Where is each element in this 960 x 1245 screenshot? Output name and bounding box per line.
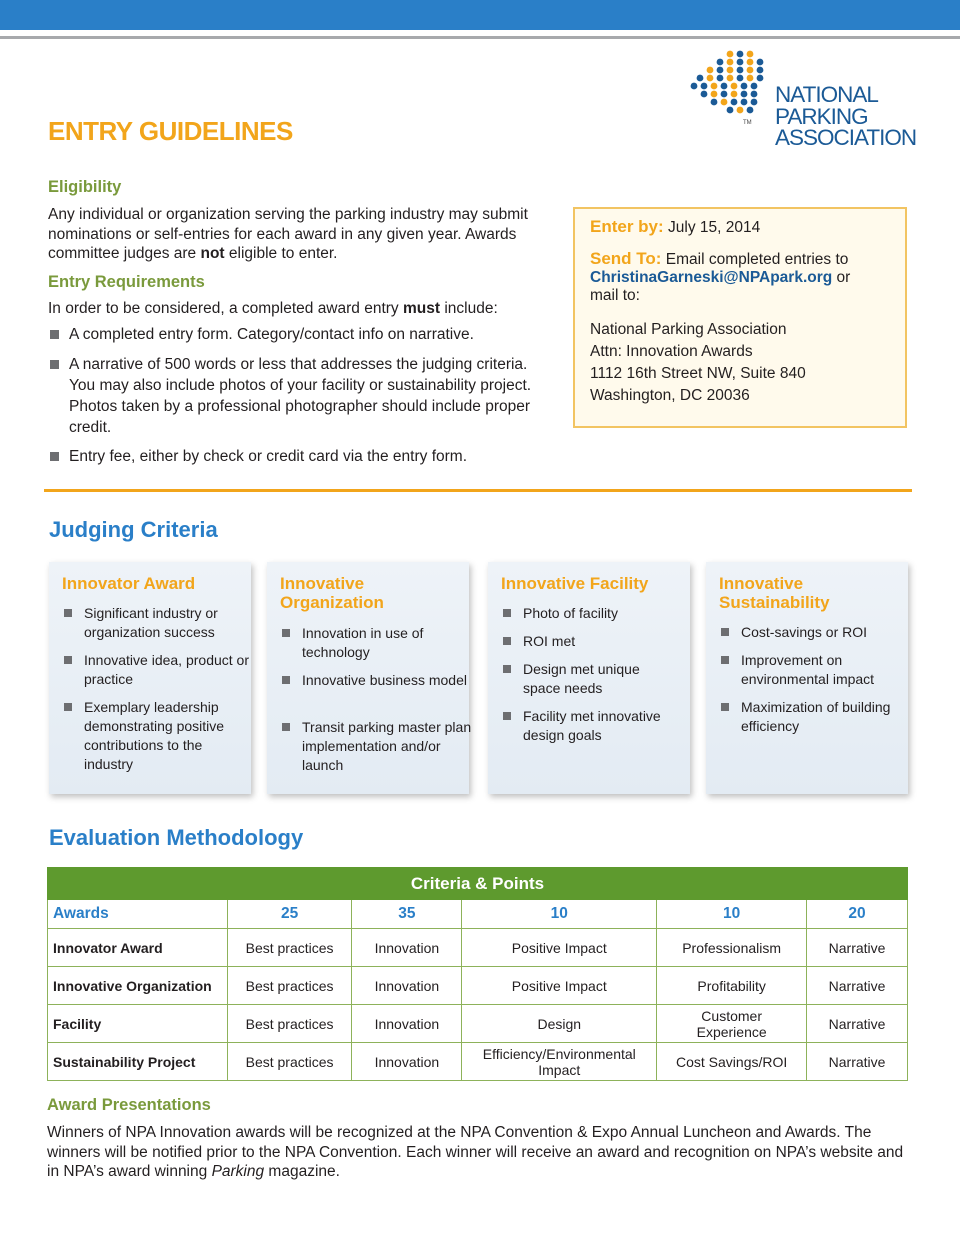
logo-dot	[751, 99, 758, 106]
logo-dot	[717, 75, 724, 82]
list-item-text: Entry fee, either by check or credit card via the entry form.	[69, 448, 467, 465]
logo-dot	[741, 99, 748, 106]
bullet-square-icon	[282, 629, 290, 637]
bullet-square-icon	[282, 723, 290, 731]
email-link[interactable]: ChristinaGarneski@NPApark.org	[590, 269, 833, 286]
table-cell: Positive Impact	[462, 929, 657, 967]
list-item	[502, 660, 673, 698]
logo-dot	[731, 83, 738, 90]
table-cell: Innovation	[352, 967, 462, 1005]
list-item-text: ROI met	[523, 633, 576, 649]
table-cell: Efficiency/Environmental Impact	[462, 1043, 657, 1081]
list-item-text: Maximization of building efficiency	[741, 699, 891, 734]
logo-dot	[757, 67, 764, 74]
section-divider	[44, 489, 912, 492]
logo-dots-icon	[690, 48, 780, 128]
text-run: mail to:	[590, 287, 640, 304]
enter-by-label: Enter by:	[590, 217, 664, 236]
list-item	[720, 698, 891, 736]
table-cell: Innovation	[352, 929, 462, 967]
logo-dot	[727, 107, 734, 114]
logo-dot	[737, 107, 744, 114]
table-cell: Best practices	[227, 967, 352, 1005]
table-row	[48, 1005, 908, 1043]
bullet-square-icon	[503, 637, 511, 645]
bullet-square-icon	[721, 703, 729, 711]
list-item-text: Transit parking master plan implementation and/or launch	[302, 719, 472, 773]
logo-dot	[701, 83, 708, 90]
table-cell: Sustainability Project	[48, 1043, 228, 1081]
col-header: 25	[227, 900, 352, 929]
logo-dot	[741, 91, 748, 98]
list-item	[720, 651, 911, 689]
logo-dot	[717, 59, 724, 66]
table-row	[48, 967, 908, 1005]
table-row	[48, 929, 908, 967]
top-color-bar	[0, 0, 960, 30]
table-cell: Positive Impact	[462, 967, 657, 1005]
list-item	[281, 624, 462, 662]
logo-dot	[727, 59, 734, 66]
logo-dot	[707, 75, 714, 82]
mailing-address	[590, 319, 806, 407]
list-item	[720, 623, 911, 642]
criteria-card-organization	[267, 562, 472, 794]
list-item-text: Innovative idea, product or practice	[84, 652, 249, 687]
list-item	[281, 718, 472, 775]
logo-dot	[737, 51, 744, 58]
text-run-bold: must	[402, 300, 441, 317]
address-line: National Parking Association	[590, 321, 787, 338]
list-item-text: Innovation in use of technology	[302, 625, 424, 660]
card-title: Innovator Award	[62, 574, 196, 593]
col-header: 10	[462, 900, 657, 929]
award-presentations-text	[47, 1123, 917, 1182]
list-item	[48, 324, 569, 345]
submission-info-box	[573, 207, 907, 428]
address-line: Washington, DC 20036	[590, 387, 750, 404]
logo-line: ASSOCIATION	[775, 125, 917, 150]
text-run: Winners of NPA Innovation awards will be recognized at the NPA Convention & Expo Annual Luncheon and Awards. The winners will be notified prior to the NPA Convention. Each winner will receive an award and recognition on NPA’s website and in NPA’s award winning	[47, 1124, 904, 1180]
table-cell: Narrative	[807, 1005, 908, 1043]
table-cell: Narrative	[807, 929, 908, 967]
bullet-square-icon	[50, 360, 59, 369]
col-header: 35	[352, 900, 462, 929]
evaluation-heading: Evaluation Methodology	[49, 825, 304, 850]
logo-dot	[721, 91, 728, 98]
col-header: 10	[657, 900, 807, 929]
logo-dot	[727, 51, 734, 58]
list-item-text: Cost-savings or ROI	[741, 624, 868, 640]
list-item-text: Exemplary leadership demonstrating positive contributions to the industry	[84, 699, 225, 772]
table-cell: Customer Experience	[657, 1005, 807, 1043]
logo-dot	[747, 59, 754, 66]
table-row	[48, 1043, 908, 1081]
bullet-square-icon	[721, 628, 729, 636]
logo-dot	[757, 59, 764, 66]
text-run: magazine.	[264, 1163, 340, 1180]
criteria-card-innovator	[49, 562, 251, 794]
table-cell: Innovation	[352, 1005, 462, 1043]
bullet-square-icon	[50, 452, 59, 461]
list-item	[63, 651, 254, 689]
table-cell: Best practices	[227, 929, 352, 967]
entry-requirements-heading: Entry Requirements	[48, 273, 205, 291]
table-cell: Best practices	[227, 1005, 352, 1043]
logo-dot	[721, 83, 728, 90]
enter-by-date: July 15, 2014	[668, 219, 761, 236]
logo-dot	[691, 83, 698, 90]
logo-dot	[747, 75, 754, 82]
logo-dot	[737, 75, 744, 82]
bullet-square-icon	[721, 656, 729, 664]
table-cell: Professionalism	[657, 929, 807, 967]
bullet-square-icon	[503, 712, 511, 720]
bullet-square-icon	[503, 665, 511, 673]
logo-dot	[731, 91, 738, 98]
list-item	[63, 604, 254, 642]
logo-line: PARKING	[775, 103, 868, 129]
text-run: include:	[440, 300, 498, 317]
table-cell: Innovator Award	[48, 929, 228, 967]
enter-by	[590, 218, 760, 237]
table-cell: Profitability	[657, 967, 807, 1005]
page-title: ENTRY GUIDELINES	[48, 116, 293, 146]
logo-dot	[751, 91, 758, 98]
card-title: Innovative Organization	[280, 574, 384, 612]
text-run-italic: Parking	[211, 1163, 265, 1180]
list-item	[502, 632, 693, 651]
list-item-text: Design met unique space needs	[523, 661, 640, 696]
bullet-square-icon	[503, 609, 511, 617]
list-item-text: A narrative of 500 words or less that addresses the judging criteria. You may also include photos of your facility or sustainability project. Photos taken by a professional photographer should include proper credit.	[69, 356, 532, 436]
logo-dot	[697, 75, 704, 82]
logo-dot	[737, 59, 744, 66]
logo-dot	[711, 99, 718, 106]
card-title: Innovative Sustainability	[719, 574, 830, 612]
evaluation-table	[47, 867, 908, 1081]
logo-tm: TM	[743, 120, 752, 126]
bullet-square-icon	[282, 676, 290, 684]
criteria-card-sustainability	[706, 562, 908, 794]
list-item	[502, 707, 693, 745]
logo-dot	[711, 83, 718, 90]
table-cell: Cost Savings/ROI	[657, 1043, 807, 1081]
text-run: eligible to enter.	[224, 245, 338, 262]
logo-dot	[727, 75, 734, 82]
top-divider	[0, 36, 960, 39]
col-header: 20	[807, 900, 908, 929]
logo-dot	[707, 67, 714, 74]
table-cell: Narrative	[807, 967, 908, 1005]
logo-dot	[747, 107, 754, 114]
npa-logo	[690, 48, 920, 153]
judging-criteria-heading: Judging Criteria	[49, 517, 218, 542]
list-item	[63, 698, 244, 774]
bullet-square-icon	[64, 609, 72, 617]
list-item	[502, 604, 693, 623]
table-cell: Facility	[48, 1005, 228, 1043]
list-item	[48, 446, 569, 467]
table-cell: Design	[462, 1005, 657, 1043]
list-item-text: Photo of facility	[523, 605, 618, 621]
list-item-text: Facility met innovative design goals	[523, 708, 661, 743]
list-item-text: Significant industry or organization success	[84, 605, 218, 640]
table-cell: Innovative Organization	[48, 967, 228, 1005]
table-cell: Innovation	[352, 1043, 462, 1081]
list-item-text: Improvement on environmental impact	[741, 652, 875, 687]
list-item	[281, 671, 472, 690]
logo-dot	[737, 67, 744, 74]
logo-line: NATIONAL	[775, 82, 878, 107]
text-run: or	[836, 269, 851, 286]
table-header-row	[48, 900, 908, 929]
logo-dot	[711, 91, 718, 98]
logo-dot	[717, 67, 724, 74]
logo-dot	[741, 83, 748, 90]
logo-dot	[731, 99, 738, 106]
bullet-square-icon	[64, 703, 72, 711]
logo-dot	[757, 75, 764, 82]
eligibility-heading: Eligibility	[48, 178, 122, 196]
logo-dot	[747, 67, 754, 74]
address-line: 1112 16th Street NW, Suite 840	[590, 365, 806, 382]
bullet-square-icon	[50, 330, 59, 339]
table-cell: Narrative	[807, 1043, 908, 1081]
text-run-bold: not	[200, 245, 225, 262]
text-run: Any individual or organization serving the parking industry may submit nominations or self-entries for each award in any given year. Awards committee judges are	[48, 206, 528, 262]
logo-dot	[721, 99, 728, 106]
logo-dot	[751, 83, 758, 90]
address-line: Attn: Innovation Awards	[590, 343, 753, 360]
bullet-square-icon	[64, 656, 72, 664]
card-title: Innovative Facility	[501, 574, 649, 593]
col-header: Awards	[48, 900, 228, 929]
send-to-label: Send To:	[590, 249, 662, 268]
award-presentations-heading: Award Presentations	[47, 1096, 211, 1114]
send-to-text: Email completed entries to	[665, 251, 849, 268]
logo-wordmark	[775, 84, 916, 149]
list-item	[48, 354, 539, 438]
send-to	[590, 250, 890, 305]
logo-dot	[747, 51, 754, 58]
eligibility-text	[48, 205, 553, 264]
text-run: In order to be considered, a completed award entry	[48, 300, 403, 317]
table-title: Criteria & Points	[48, 868, 908, 900]
logo-dot	[727, 67, 734, 74]
table-cell: Best practices	[227, 1043, 352, 1081]
list-item-text: Innovative business model	[302, 672, 467, 688]
logo-dot	[701, 91, 708, 98]
list-item-text: A completed entry form. Category/contact info on narrative.	[69, 326, 474, 343]
criteria-card-facility	[488, 562, 690, 794]
entry-requirements-intro	[48, 299, 568, 319]
